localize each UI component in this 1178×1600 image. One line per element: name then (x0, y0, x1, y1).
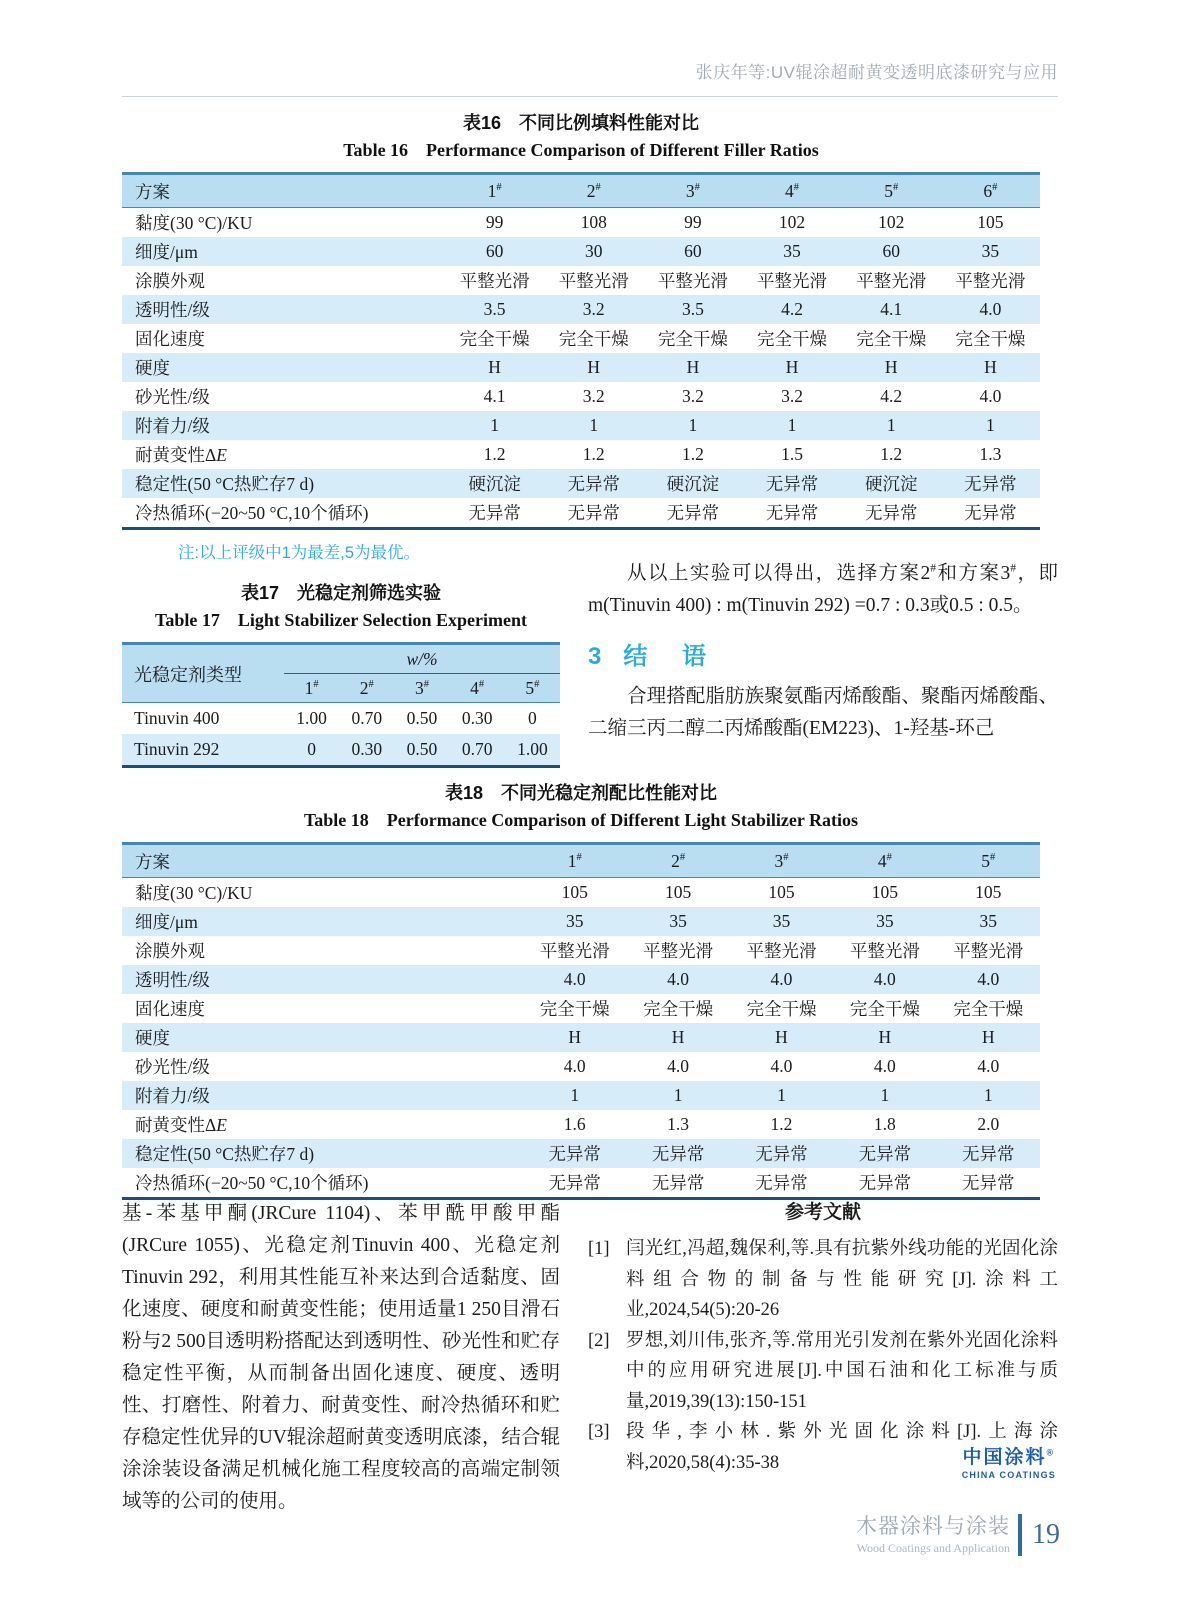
section-number: 3 (588, 643, 602, 670)
table18-caption-zh: 表18 不同光稳定剂配比性能对比 (444, 783, 718, 803)
table-cell: 4.0 (873, 969, 896, 989)
table-cell: 无异常 (567, 474, 620, 494)
table17-caption-en: Table 17 Light Stabilizer Selection Experiment (155, 610, 527, 630)
reference-text: 段华,李小林.紫外光固化涂料[J].上海涂料,2020,58(4):35-38 (626, 1422, 1058, 1473)
table-cell: 99 (485, 212, 504, 232)
table-cell: 硬度 (135, 1028, 170, 1048)
table-cell: 硬沉淀 (468, 474, 521, 494)
table-cell: 0.30 (461, 708, 493, 728)
table-cell: 无异常 (755, 1173, 808, 1193)
table-cell: 3.2 (681, 386, 704, 406)
table-cell: 平整光滑 (955, 271, 1026, 291)
china-coatings-logo (962, 1448, 1056, 1480)
logo-text: 中国涂料® (962, 1447, 1056, 1468)
table-cell: 平整光滑 (953, 941, 1024, 961)
table-cell: 细度/μm (135, 912, 198, 932)
table-cell: H (878, 1027, 892, 1047)
table-cell: 4.0 (873, 1056, 896, 1076)
journal-name-en: Wood Coatings and Application (856, 1541, 1010, 1555)
table-cell: 1 (886, 415, 896, 435)
table-cell: 砂光性/级 (135, 387, 210, 407)
table-cell: 1.5 (781, 444, 803, 464)
table-cell: 0 (528, 708, 537, 728)
table-cell: 完全干燥 (657, 329, 728, 349)
table17-group-header: w/% (284, 644, 560, 674)
table-cell: 无异常 (548, 1144, 601, 1164)
table-cell: H (587, 357, 601, 377)
table-cell: 无异常 (755, 1144, 808, 1164)
table17-row-header: 光稳定剂类型 (122, 644, 284, 703)
table-row (122, 1110, 1040, 1139)
table-cell: 99 (684, 212, 702, 232)
table-cell: 方案 (122, 174, 445, 208)
table-cell: 硬沉淀 (666, 474, 720, 494)
table-cell: H (785, 357, 799, 377)
table-cell: 105 (977, 212, 1004, 232)
table-cell: 1.00 (296, 708, 327, 728)
table-cell: 1# (445, 174, 544, 208)
table-cell: 附着力/级 (135, 1086, 210, 1106)
conclusion-continuation (122, 1198, 560, 1518)
table-cell: 1.2 (681, 444, 704, 464)
reference-text: 闫光红,冯超,魏保利,等.具有抗紫外线功能的光固化涂料组合物的制备与性能研究[J].涂料工业,2024,54(5):20-26 (626, 1239, 1058, 1320)
table-cell: 2# (626, 844, 729, 878)
table-cell: 3.2 (582, 386, 605, 406)
table-row (122, 469, 1040, 498)
table-cell: 平整光滑 (459, 271, 530, 291)
middle-columns (122, 558, 1058, 768)
table-cell: 3.5 (681, 299, 704, 319)
table-cell: 1# (523, 844, 626, 878)
table-row (122, 734, 560, 767)
table-cell: 3# (394, 674, 449, 703)
table-cell: 平整光滑 (856, 271, 927, 291)
table17-section (122, 558, 560, 768)
table-cell: H (984, 357, 997, 377)
table-row (122, 411, 1040, 440)
table-cell: 60 (684, 241, 702, 261)
table-cell: 细度/μm (135, 242, 198, 262)
reference-marker: [3] (588, 1422, 610, 1442)
table-row (122, 295, 1040, 324)
table-cell: 4.0 (563, 1056, 586, 1076)
table-cell: 4.0 (979, 299, 1002, 319)
table-cell: 无异常 (964, 474, 1017, 494)
section-title: 结 语 (623, 643, 721, 670)
table-cell: 3# (643, 174, 742, 208)
table-cell: 冷热循环(−20~50 °C,10个循环) (135, 1173, 369, 1193)
table-cell: 105 (871, 882, 898, 902)
table-cell: 1.3 (667, 1114, 690, 1134)
table-cell: 无异常 (864, 503, 918, 523)
table-row (122, 703, 560, 735)
table-cell: 无异常 (651, 1173, 705, 1193)
table-16 (122, 172, 1040, 530)
table-row (122, 1081, 1040, 1110)
table-cell: 砂光性/级 (135, 1057, 210, 1077)
table-cell: 35 (981, 241, 1000, 261)
table-cell: 无异常 (651, 1144, 705, 1164)
table-cell: 1 (986, 415, 995, 435)
table-row (122, 440, 1040, 469)
reference-item (588, 1326, 1058, 1418)
table-cell: 1.8 (873, 1114, 896, 1134)
table-cell: 4.1 (880, 299, 903, 319)
table-cell: 4.2 (880, 386, 903, 406)
table-cell: 完全干燥 (643, 999, 714, 1019)
table-cell: 4# (833, 844, 936, 878)
table-row (122, 208, 1040, 238)
reference-marker: [1] (588, 1239, 610, 1259)
table18-caption-en: Table 18 Performance Comparison of Different Light Stabilizer Ratios (303, 810, 859, 830)
table-cell: 无异常 (765, 474, 819, 494)
journal-name (856, 1516, 1010, 1554)
table-cell: 0.50 (406, 739, 438, 759)
table-cell: 完全干燥 (459, 329, 530, 349)
table-cell: 平整光滑 (757, 271, 828, 291)
table-cell: H (775, 1027, 788, 1047)
table-cell: 4.0 (770, 1056, 793, 1076)
table-cell: 4.0 (563, 969, 586, 989)
table-cell: 0.30 (351, 739, 383, 759)
table-cell: 105 (664, 882, 692, 902)
table-cell: 稳定性(50 °C热贮存7 d) (135, 1144, 315, 1164)
table-cell: 方案 (122, 844, 523, 878)
table16-section (122, 110, 1040, 563)
references-section (588, 1198, 1058, 1518)
table-cell: 平整光滑 (746, 941, 817, 961)
table-cell: 35 (669, 911, 687, 931)
table-cell: 平整光滑 (539, 941, 610, 961)
table-cell: 平整光滑 (558, 271, 629, 291)
table-cell: 6# (941, 174, 1040, 208)
table-cell: 1.2 (483, 444, 506, 464)
table-row (122, 353, 1040, 382)
table-cell: 耐黄变性ΔE (135, 1115, 227, 1135)
table-cell: 无异常 (666, 503, 720, 523)
bottom-columns (122, 1198, 1058, 1518)
page-footer (856, 1514, 1060, 1556)
table-cell: 1.6 (563, 1114, 586, 1134)
table-cell: H (488, 357, 501, 377)
table-cell: 无异常 (962, 1144, 1015, 1164)
table-cell: 4.0 (667, 969, 690, 989)
table-cell: Tinuvin 292 (134, 739, 220, 759)
table-row (122, 965, 1040, 994)
table-cell: 4.0 (977, 1056, 1000, 1076)
table-cell: 无异常 (765, 503, 819, 523)
registered-mark: ® (1046, 1447, 1056, 1458)
table-cell: 无异常 (468, 503, 521, 523)
table-cell: 1 (983, 1085, 993, 1105)
table-cell: 105 (561, 882, 588, 902)
table-cell: 无异常 (962, 1173, 1015, 1193)
table-cell: 平整光滑 (643, 941, 714, 961)
table-cell: 4# (450, 674, 505, 703)
table-row (122, 1168, 1040, 1199)
running-head: 张庆年等:UV辊涂超耐黄变透明底漆研究与应用 (122, 58, 1058, 97)
reference-marker: [2] (588, 1330, 610, 1351)
table-cell: H (884, 357, 898, 377)
table-cell: H (568, 1027, 582, 1047)
table-cell: 完全干燥 (849, 999, 920, 1019)
table-cell: 1.2 (880, 444, 903, 464)
table-cell: 1.00 (517, 739, 548, 759)
table-cell: 3.5 (483, 299, 506, 319)
reference-text: 罗想,刘川伟,张齐,等.常用光引发剂在紫外光固化涂料中的应用研究进展[J].中国石油和化工标准与质量,2019,39(13):150-151 (626, 1330, 1058, 1412)
table-cell: 4.0 (977, 969, 1000, 989)
table-cell: 4.1 (483, 386, 506, 406)
table-cell: 1 (880, 1085, 890, 1105)
table-cell: 黏度(30 °C)/KU (135, 213, 253, 233)
table17-header (122, 644, 560, 703)
table-cell: 108 (580, 212, 607, 232)
table-cell: H (686, 357, 700, 377)
table-cell: 0.70 (351, 708, 383, 728)
table-cell: 完全干燥 (953, 999, 1024, 1019)
table-cell: 4# (742, 174, 841, 208)
table-cell: 60 (485, 241, 504, 261)
table-cell: 1 (589, 415, 599, 435)
conclusion-paragraph-end: 基-苯基甲酮(JRCure 1104)、苯甲酰甲酸甲酯(JRCure 1055)、光稳定剂Tinuvin 400、光稳定剂Tinuvin 292，利用其性能互补来达到合适黏度、固化速度、硬度和耐黄变性能；使用适量1 250目滑石粉与2 500目透明粉搭配达到透明性、砂光性和贮存稳定性平衡，从而制备出固化速度、硬度、透明性、打磨性、附着力、耐黄变性、耐冷热循环和贮存稳定性优异的UV辊涂超耐黄变透明底漆，结合辊涂涂装设备满足机械化施工程度较高的高端定制领域等的公司的使用。 (122, 1203, 560, 1512)
table-cell: 无异常 (567, 503, 620, 523)
table-cell: H (981, 1027, 995, 1047)
table-cell: 5# (505, 674, 560, 703)
table-cell: 涂膜外观 (135, 941, 205, 961)
table-cell: 35 (979, 911, 998, 931)
table-cell: 1 (490, 415, 499, 435)
table-cell: 5# (937, 844, 1040, 878)
table-cell: 3.2 (582, 299, 605, 319)
table-row (122, 907, 1040, 936)
table-cell: 1# (284, 674, 339, 703)
table-row (122, 1139, 1040, 1168)
table-cell: 4.2 (781, 299, 803, 319)
table-row (122, 498, 1040, 529)
table-cell: 硬沉淀 (864, 474, 918, 494)
table-row (122, 994, 1040, 1023)
conclusion-column (588, 558, 1058, 768)
table-cell: 无异常 (548, 1173, 601, 1193)
table-cell: 35 (876, 911, 894, 931)
table-row (122, 1052, 1040, 1081)
table-cell: 无异常 (858, 1173, 912, 1193)
table-cell: 1.2 (770, 1114, 793, 1134)
table-cell: 完全干燥 (539, 999, 610, 1019)
table-cell: 稳定性(50 °C热贮存7 d) (135, 474, 315, 494)
table-cell: 102 (878, 212, 905, 232)
table18-section (122, 780, 1040, 1200)
table-cell: 完全干燥 (955, 329, 1026, 349)
table-row (122, 324, 1040, 353)
table-cell: 30 (584, 241, 603, 261)
table-cell: Tinuvin 400 (134, 708, 220, 728)
table-cell: 无异常 (858, 1144, 912, 1164)
table-cell: 1 (570, 1085, 580, 1105)
table-cell: 4.0 (979, 386, 1002, 406)
table-cell: 4.0 (770, 969, 793, 989)
result-paragraph: 从以上实验可以得出，选择方案2#和方案3#，即m(Tinuvin 400) : m(Tinuvin 292) =0.7 : 0.3或0.5 : 0.5。 (588, 561, 1058, 616)
table-cell: 耐黄变性ΔE (135, 445, 227, 465)
table-row (122, 878, 1040, 908)
table-17 (122, 642, 560, 768)
table-cell: 固化速度 (135, 329, 205, 349)
references-heading: 参考文献 (784, 1202, 861, 1223)
logo-subtext: CHINA COATINGS (961, 1470, 1056, 1480)
table-cell: 5# (842, 174, 941, 208)
table-cell: 0 (307, 739, 316, 759)
table-cell: 1 (688, 415, 698, 435)
table17-caption-zh: 表17 光稳定剂筛选实验 (240, 583, 442, 603)
table-cell: 涂膜外观 (135, 271, 205, 291)
table16-note: 注:以上评级中1为最差,5为最优。 (178, 544, 421, 562)
table-cell: 105 (975, 882, 1002, 902)
table-cell: 完全干燥 (856, 329, 927, 349)
table-cell: 固化速度 (135, 999, 205, 1019)
journal-name-zh: 木器涂料与涂装 (856, 1515, 1010, 1538)
table-cell: 冷热循环(−20~50 °C,10个循环) (135, 503, 369, 523)
table-cell: 1.2 (582, 444, 605, 464)
section-heading (588, 636, 1058, 671)
footer-divider-bar (1018, 1514, 1022, 1556)
table-cell: 完全干燥 (746, 999, 817, 1019)
table-cell: 35 (565, 911, 584, 931)
table-cell: 平整光滑 (657, 271, 728, 291)
table-cell: 无异常 (964, 503, 1017, 523)
table-cell: 0.70 (461, 739, 493, 759)
table-row (122, 936, 1040, 965)
table-18 (122, 842, 1040, 1200)
table16-caption-zh: 表16 不同比例填料性能对比 (462, 113, 700, 133)
table-cell: 3.2 (781, 386, 803, 406)
table-cell: 1 (673, 1085, 683, 1105)
table-cell: 2# (544, 174, 643, 208)
table-cell: 3# (730, 844, 833, 878)
table-cell: 2.0 (977, 1114, 1000, 1134)
table-cell: 0.50 (406, 708, 438, 728)
table-cell: 平整光滑 (849, 941, 920, 961)
table-cell: 1 (787, 415, 797, 435)
table-cell: 1.3 (979, 444, 1002, 464)
table-cell: 1 (777, 1085, 786, 1105)
table-row (122, 266, 1040, 295)
table-cell: 黏度(30 °C)/KU (135, 883, 253, 903)
table-row (122, 382, 1040, 411)
table-cell: 60 (882, 241, 900, 261)
table-cell: 完全干燥 (757, 329, 828, 349)
table-cell: 102 (778, 212, 806, 232)
conclusion-paragraph-start: 合理搭配脂肪族聚氨酯丙烯酸酯、聚酯丙烯酸酯、二缩三丙二醇二丙烯酸酯(EM223)、1-羟基-环己 (588, 686, 1058, 739)
reference-item (588, 1234, 1058, 1326)
table16-caption-en: Table 16 Performance Comparison of Different Filler Ratios (343, 140, 819, 160)
table-cell: 35 (783, 241, 801, 261)
table-cell: 35 (772, 911, 791, 931)
page-number: 19 (1032, 1519, 1060, 1550)
table-row (122, 237, 1040, 266)
reference-list (588, 1234, 1058, 1478)
table-cell: 2# (339, 674, 394, 703)
table-cell: 透明性/级 (135, 970, 210, 990)
table-row (122, 1023, 1040, 1052)
table-cell: 硬度 (135, 358, 170, 378)
table-cell: 透明性/级 (135, 300, 210, 320)
table-cell: 105 (768, 882, 795, 902)
table-cell: H (671, 1027, 685, 1047)
table-cell: 4.0 (667, 1056, 690, 1076)
table-cell: 完全干燥 (558, 329, 629, 349)
table-cell: 附着力/级 (135, 416, 210, 436)
